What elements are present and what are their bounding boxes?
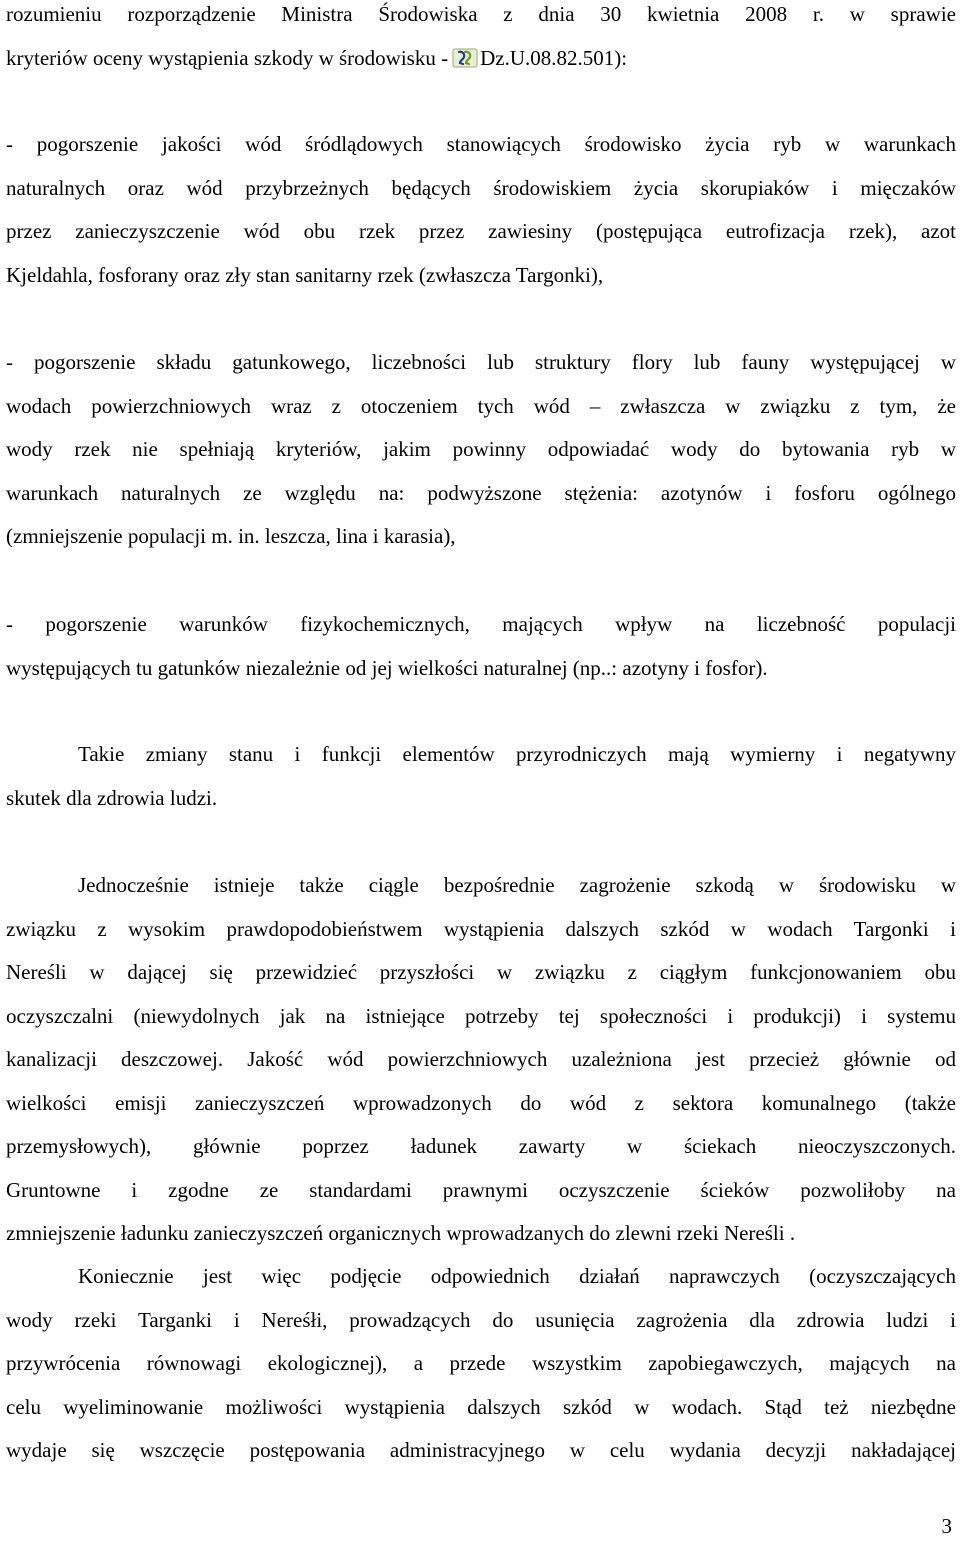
text-line: warunkach naturalnych ze względu na: podwyższone stężenia: azotynów i fosforu ogólnego	[6, 480, 956, 505]
bullet-paragraph-species	[6, 341, 956, 559]
text-line	[6, 37, 956, 81]
text-line: wydaje się wszczęcie postępowania administracyjnego w celu wydania decyzji nakładającej	[6, 1438, 956, 1462]
text-line: kanalizacji deszczowej. Jakość wód powierzchniowych uzależniona jest przecież głównie od	[6, 1047, 956, 1071]
text-line: występujących tu gatunków niezależnie od jej wielkości naturalnej (np..: azotyny i fosfor).	[6, 655, 768, 680]
bullet-paragraph-physicochemical	[6, 603, 956, 690]
bullet-paragraph-water-quality	[6, 123, 956, 297]
text-line: - pogorszenie składu gatunkowego, liczebności lub struktury flory lub fauny występującej w	[6, 350, 956, 374]
paragraph-remedial-actions	[6, 1255, 956, 1473]
text-line: rozumieniu rozporządzenie Ministra Środowiska z dnia 30 kwietnia 2008 r. w sprawie	[6, 2, 956, 26]
text-line: Takie zmiany stanu i funkcji elementów przyrodniczych mają wymierny i negatywny	[78, 742, 956, 766]
text-line: wody rzek nie spełniają kryteriów, jakim powinny odpowiadać wody do bytowania ryb w	[6, 437, 956, 461]
text-line: Gruntowne i zgodne ze standardami prawnymi oczyszczenie ścieków pozwoliłoby na	[6, 1177, 956, 1202]
page-number: 3	[941, 1514, 952, 1538]
text-line: wodach powierzchniowych wraz z otoczeniem tych wód – zwłaszcza w związku z tym, że	[6, 393, 956, 418]
intro-paragraph	[6, 0, 956, 80]
paragraph-health-impact	[6, 733, 956, 820]
text-line: przywrócenia równowagi ekologicznej), a przede wszystkim zapobiegawczych, mających na	[6, 1351, 956, 1375]
text-line: Nereśli w dającej się przewidzieć przyszłości w związku z ciągłym funkcjonowaniem obu	[6, 960, 956, 984]
text-line: naturalnych oraz wód przybrzeżnych będących środowiskiem życia skorupiaków i mięczaków	[6, 175, 956, 200]
text-fragment: kryteriów oceny wystąpienia szkody w środowisku -	[6, 45, 449, 70]
paragraph-direct-threat	[6, 864, 956, 1256]
text-fragment: Dz.U.08.82.501):	[480, 45, 628, 70]
text-line: związku z wysokim prawdopodobieństwem wystąpienia dalszych szkód w wodach Targonki i	[6, 916, 956, 941]
text-line: - pogorszenie jakości wód śródlądowych stanowiących środowisko życia ryb w warunkach	[6, 132, 956, 156]
text-line: wody rzeki Targanki i Nereśłi, prowadzących do usunięcia zagrożenia dla zdrowia ludzi i	[6, 1307, 956, 1332]
text-line: Jednocześnie istnieje także ciągle bezpośrednie zagrożenie szkodą w środowisku w	[78, 873, 956, 897]
text-line: celu wyeliminowanie możliwości wystąpienia dalszych szkód w wodach. Stąd też niezbędne	[6, 1394, 956, 1419]
text-line: oczyszczalni (niewydolnych jak na istniejące potrzeby tej społeczności i produkcji) i systemu	[6, 1003, 956, 1028]
text-line: Koniecznie jest więc podjęcie odpowiednich działań naprawczych (oczyszczających	[78, 1264, 956, 1288]
text-line: zmniejszenie ładunku zanieczyszczeń organicznych wprowadzanych do zlewni rzeki Nereśli .	[6, 1221, 796, 1245]
text-line: (zmniejszenie populacji m. in. leszcza, lina i karasia),	[6, 524, 456, 548]
text-line: skutek dla zdrowia ludzi.	[6, 785, 218, 810]
text-line: Kjeldahla, fosforany oraz zły stan sanitarny rzek (zwłaszcza Targonki),	[6, 262, 604, 287]
text-line: wielkości emisji zanieczyszczeń wprowadzonych do wód z sektora komunalnego (także	[6, 1090, 956, 1115]
text-line: przemysłowych), głównie poprzez ładunek zawarty w ściekach nieoczyszczonych.	[6, 1134, 956, 1158]
legal-reference-link-icon[interactable]	[452, 40, 478, 60]
text-line: przez zanieczyszczenie wód obu rzek przez zawiesiny (postępująca eutrofizacja rzek), azot	[6, 219, 956, 243]
text-line: - pogorszenie warunków fizykochemicznych, mających wpływ na liczebność populacji	[6, 612, 956, 636]
